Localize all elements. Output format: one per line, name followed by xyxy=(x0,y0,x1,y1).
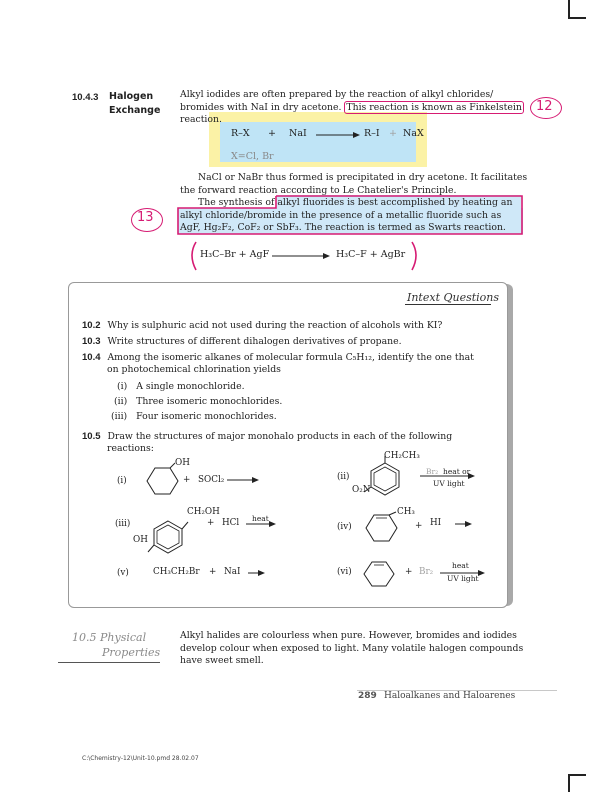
r2-cond2: UV light xyxy=(433,479,465,488)
r5-reactant: CH₃CH₂Br xyxy=(153,567,200,577)
r6-plus: + xyxy=(405,567,413,577)
footer-page-number: 289 xyxy=(358,691,377,701)
r3-sub: CH₂OH xyxy=(187,507,220,517)
para1-line1: Alkyl iodides are often prepared by the reaction of alkyl chlorides/ xyxy=(180,89,494,100)
physical-paragraph xyxy=(180,630,525,668)
section-number: 10.4.3 xyxy=(72,92,99,103)
r4-label: (iv) xyxy=(337,522,352,532)
physical-line3: have sweet smell. xyxy=(180,655,264,667)
para3-line1-a: The synthesis of xyxy=(198,197,278,208)
r3-oh: OH xyxy=(133,535,148,545)
finkelstein-highlight: This reaction is known as Finkelstein xyxy=(346,101,522,113)
sub-text: A single monochloride. xyxy=(136,381,245,392)
q-num: 10.2 xyxy=(82,320,101,331)
q-num: 10.4 xyxy=(82,352,101,363)
r6-cond2: UV light xyxy=(447,574,479,583)
r3-plus: + xyxy=(207,518,215,528)
r3-cond: heat xyxy=(252,514,269,523)
sub-label: (ii) xyxy=(114,396,128,407)
r4-sub: CH₃ xyxy=(397,507,415,517)
r6-reagent: Br₂ xyxy=(419,567,434,577)
r3-reagent: HCl xyxy=(222,518,240,528)
para3-line3: AgF, Hg₂F₂, CoF₂ or SbF₃. The reaction is termed as Swarts reaction. xyxy=(180,222,506,234)
physical-number: 10.5 xyxy=(72,631,97,644)
footer-chapter: Haloalkanes and Haloarenes xyxy=(384,691,516,701)
sub-text: Three isomeric monochlorides. xyxy=(136,396,283,407)
physical-heading xyxy=(72,630,160,660)
r3-label: (iii) xyxy=(115,519,131,529)
r6-cond1: heat xyxy=(452,561,469,570)
r6-label: (vi) xyxy=(337,567,352,577)
r1-oh: OH xyxy=(175,458,190,468)
annotation-13: 13 xyxy=(137,210,154,225)
r1-plus: + xyxy=(183,475,191,485)
r5-reagent: NaI xyxy=(224,567,241,577)
eq1-reactant: R–X xyxy=(231,128,250,139)
r2-no2: O₂N xyxy=(352,485,371,495)
r1-reagent: SOCl₂ xyxy=(198,475,225,485)
r4-plus: + xyxy=(415,521,423,531)
q-text: Why is sulphuric acid not used during the reaction of alcohols with KI? xyxy=(107,320,443,331)
eq1-reagent: NaI xyxy=(289,128,307,139)
eq1-note: X=Cl, Br xyxy=(231,151,274,162)
eq1-plus2: + xyxy=(389,128,397,139)
r2-sub: CH₂CH₃ xyxy=(384,451,420,461)
physical-heading-rule xyxy=(58,662,160,663)
footer-file: C:\Chemistry-12\Unit-10.pmd 28.02.07 xyxy=(82,755,199,762)
r2-label: (ii) xyxy=(337,472,350,482)
para3-line2: alkyl chloride/bromide in the presence of a metallic fluoride such as xyxy=(180,209,502,221)
q-num: 10.3 xyxy=(82,336,101,347)
para1-line2-a: bromides with NaI in dry acetone. xyxy=(180,101,345,113)
eq2-reactants: H₃C–Br + AgF xyxy=(200,249,270,260)
section-title-line2: Exchange xyxy=(109,105,161,116)
q-text: Draw the structures of major monohalo products in each of the following xyxy=(107,431,453,442)
para1-line3: reaction. xyxy=(180,114,222,126)
physical-title1: Physical xyxy=(100,631,147,644)
r1-label: (i) xyxy=(117,476,127,486)
para2-line1: NaCl or NaBr thus formed is precipitated in dry acetone. It facilitates xyxy=(198,172,528,183)
annotation-12: 12 xyxy=(536,99,553,114)
r5-label: (v) xyxy=(117,568,129,578)
q-text: Write structures of different dihalogen derivatives of propane. xyxy=(107,336,402,347)
eq1-byproduct: NaX xyxy=(403,128,424,139)
physical-line1: Alkyl halides are colourless when pure. However, bromides and iodides xyxy=(180,630,517,641)
sub-label: (iii) xyxy=(111,411,128,422)
physical-heading-line1 xyxy=(72,630,160,645)
r2-cond1: heat or xyxy=(443,467,471,476)
sub-text: Four isomeric monochlorides. xyxy=(136,411,277,422)
section-title-line1: Halogen xyxy=(109,91,154,102)
eq1-product: R–I xyxy=(364,128,380,139)
physical-heading-line2: Properties xyxy=(102,646,161,659)
question-10-4-cont: on photochemical chlorination yields xyxy=(107,364,281,375)
para3-line1-b: alkyl fluorides is best accomplished by heating an xyxy=(277,197,513,208)
q-text: Among the isomeric alkanes of molecular formula C₅H₁₂, identify the one that xyxy=(107,352,474,363)
para2-line2: the forward reaction according to Le Chatelier's Principle. xyxy=(180,184,457,196)
eq2-products: H₃C–F + AgBr xyxy=(336,249,406,260)
eq1-plus: + xyxy=(268,128,276,139)
physical-line2: develop colour when exposed to light. Many volatile halogen compounds xyxy=(180,642,524,654)
q-num: 10.5 xyxy=(82,431,101,442)
intext-heading: Intext Questions xyxy=(407,291,500,304)
sub-label: (i) xyxy=(117,381,128,392)
r4-reagent: HI xyxy=(430,518,442,528)
r2-reagent: Br₂ xyxy=(426,467,439,476)
r5-plus: + xyxy=(209,567,217,577)
question-10-5-cont: reactions: xyxy=(107,443,154,454)
